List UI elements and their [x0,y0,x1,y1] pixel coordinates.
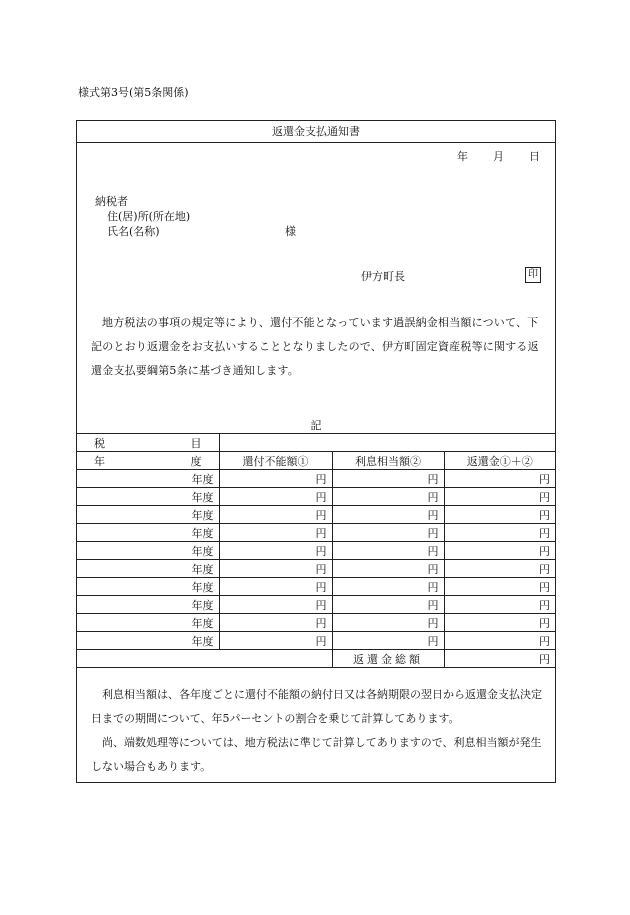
table-row [77,488,555,506]
row-interest[interactable]: 円 [332,524,444,542]
header-interest: 利息相当額② [332,452,444,470]
refund-table [77,433,555,668]
row-refund[interactable]: 円 [444,578,555,596]
total-label: 返還金総額 [332,650,444,668]
row-year[interactable]: 年度 [77,524,219,542]
table-row [77,506,555,524]
table-row [77,614,555,632]
row-year[interactable]: 年度 [77,596,219,614]
date-month: 月 [493,150,504,163]
table-row [77,542,555,560]
date-day: 日 [529,150,540,163]
row-unrefundable[interactable]: 円 [219,542,332,560]
year-label-2: 度 [190,454,202,468]
row-refund[interactable]: 円 [444,506,555,524]
row-refund[interactable]: 円 [444,632,555,650]
notice-body [91,311,543,383]
table-row [77,560,555,578]
table-row [77,578,555,596]
form-title: 返還金支払通知書 [77,121,555,143]
row-unrefundable[interactable]: 円 [219,524,332,542]
row-refund[interactable]: 円 [444,488,555,506]
row-interest[interactable]: 円 [332,578,444,596]
ki-heading: 記 [310,419,322,432]
name-label: 氏名(名称) [107,225,160,238]
row-interest[interactable]: 円 [332,560,444,578]
row-interest[interactable]: 円 [332,542,444,560]
row-interest[interactable]: 円 [332,614,444,632]
form-number: 様式第3号(第5条関係) [78,86,189,99]
row-year[interactable]: 年度 [77,470,219,488]
tax-item-row [77,434,555,452]
honorific: 様 [285,225,296,238]
issuer-name: 伊方町長 [361,270,405,283]
tax-item-label-2: 目 [190,436,202,450]
row-unrefundable[interactable]: 円 [219,470,332,488]
row-year[interactable]: 年度 [77,542,219,560]
row-refund[interactable]: 円 [444,524,555,542]
total-row [77,650,555,668]
row-year[interactable]: 年度 [77,578,219,596]
header-refund: 返還金①＋② [444,452,555,470]
row-interest[interactable]: 円 [332,596,444,614]
body-paragraph: 地方税法の事項の規定等により、還付不能となっています過誤納金相当額について、下記のとおり返還金をお支払いすることとなりましたので、伊方町固定資産税等に関する返還金支払要綱第5条に基づき通知します。 [91,316,539,377]
tax-item-value[interactable] [219,434,555,452]
seal-mark: 印 [525,267,541,283]
year-label-1: 年 [94,454,105,468]
tax-item-label-cell [77,434,219,452]
year-label-cell [77,452,219,470]
row-refund[interactable]: 円 [444,596,555,614]
row-refund[interactable]: 円 [444,542,555,560]
row-unrefundable[interactable]: 円 [219,506,332,524]
row-unrefundable[interactable]: 円 [219,488,332,506]
row-year[interactable]: 年度 [77,614,219,632]
row-interest[interactable]: 円 [332,488,444,506]
row-refund[interactable]: 円 [444,560,555,578]
notice-form [76,120,556,783]
row-refund[interactable]: 円 [444,614,555,632]
date-year: 年 [457,150,468,163]
note-rounding: 尚、端数処理等については、地方税法に準じて計算してありますので、利息相当額が発生しない場合もあります。 [91,736,542,773]
header-unrefundable: 還付不能額① [219,452,332,470]
row-unrefundable[interactable]: 円 [219,596,332,614]
row-unrefundable[interactable]: 円 [219,632,332,650]
note-interest: 利息相当額は、各年度ごとに還付不能額の納付日又は各納期限の翌日から返還金支払決定日までの期間について、年5パーセントの割合を乗じて計算してあります。 [91,688,542,725]
row-refund[interactable]: 円 [444,470,555,488]
tax-item-label-1: 税 [94,436,105,450]
row-year[interactable]: 年度 [77,560,219,578]
row-year[interactable]: 年度 [77,632,219,650]
table-row [77,470,555,488]
total-spacer [77,650,332,668]
total-value[interactable]: 円 [444,650,555,668]
table-row [77,596,555,614]
row-year[interactable]: 年度 [77,488,219,506]
taxpayer-heading: 納税者 [95,195,128,208]
address-label: 住(居)所(所在地) [107,210,191,223]
header-row [77,452,555,470]
row-interest[interactable]: 円 [332,506,444,524]
row-unrefundable[interactable]: 円 [219,560,332,578]
row-unrefundable[interactable]: 円 [219,578,332,596]
row-unrefundable[interactable]: 円 [219,614,332,632]
table-row [77,632,555,650]
row-year[interactable]: 年度 [77,506,219,524]
row-interest[interactable]: 円 [332,632,444,650]
row-interest[interactable]: 円 [332,470,444,488]
table-row [77,524,555,542]
notes [91,683,543,779]
